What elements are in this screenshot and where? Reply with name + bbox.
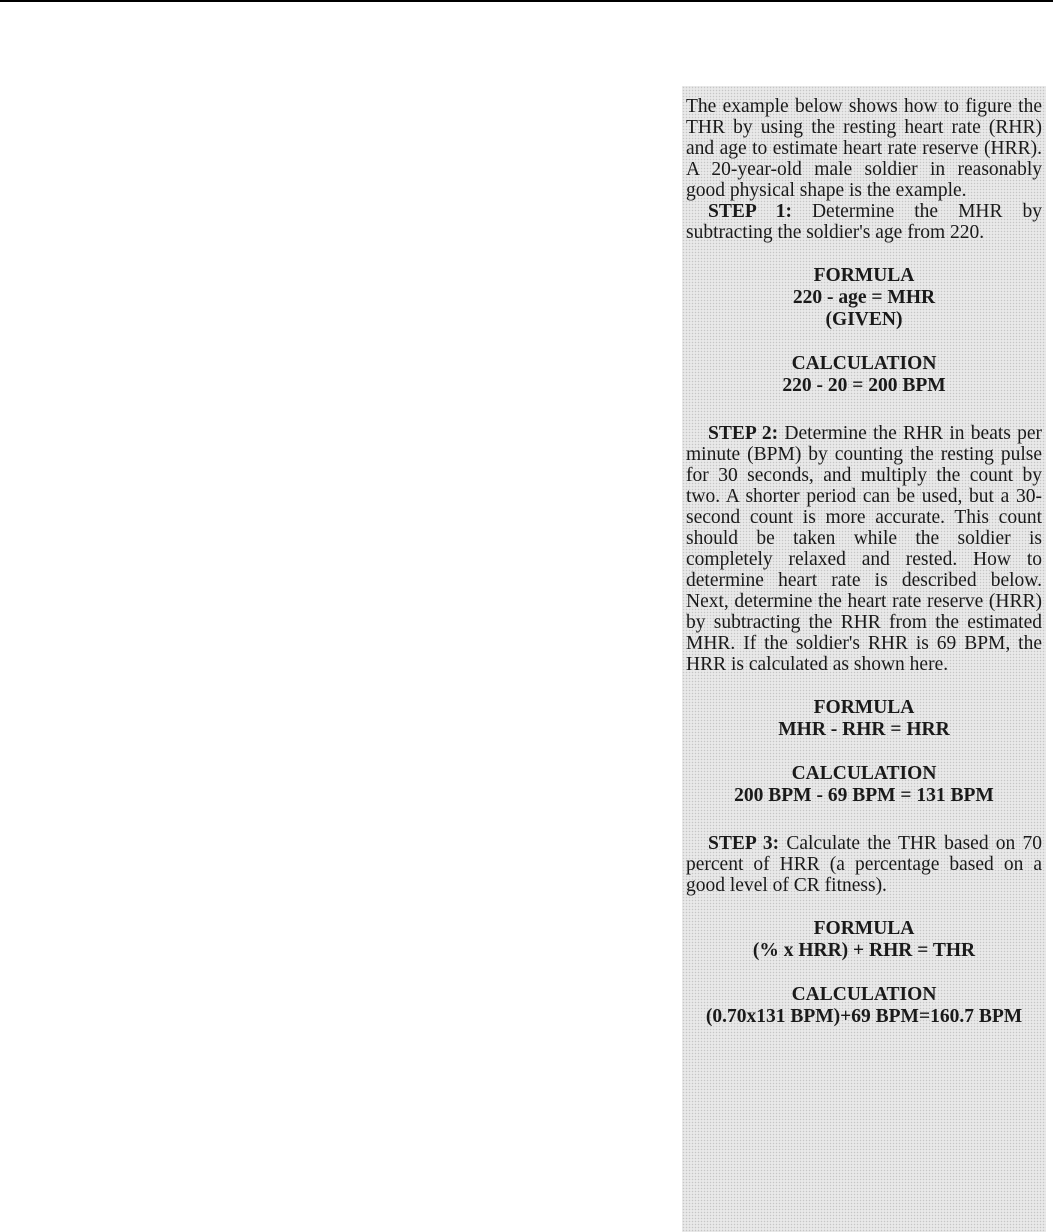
- step2-formula-heading: FORMULA: [813, 697, 915, 718]
- step1-formula: 220 - age = MHR: [792, 287, 936, 308]
- step1-text: Determine the MHR by subtracting the soldier's age from 220.: [686, 201, 1043, 243]
- step2-paragraph: [686, 423, 1042, 675]
- step3-formula: (% x HRR) + RHR = THR: [752, 940, 976, 961]
- step2-formula-block: [686, 697, 1042, 741]
- step1-label: STEP 1:: [708, 201, 792, 222]
- step2-calc: 200 BPM - 69 BPM = 131 BPM: [734, 785, 994, 806]
- step1-given: (GIVEN): [825, 309, 903, 330]
- step3-label: STEP 3:: [708, 833, 780, 854]
- step3-calc-heading: CALCULATION: [791, 984, 937, 1005]
- step3-formula-heading: FORMULA: [813, 918, 915, 939]
- step3-formula-block: [686, 918, 1042, 962]
- step1-formula-block: [686, 265, 1042, 331]
- step3-calc: (0.70x131 BPM)+69 BPM=160.7 BPM: [705, 1006, 1023, 1027]
- step2-text: Determine the RHR in beats per minute (BPM) by counting the resting pulse for 30 seconds, and multiply the count by two. A shorter period can be used, but a 30-second count is more accurate. This count should be taken while the soldier is completely relaxed and rested. How to determine heart rate is described below. Next, determine the heart rate reserve (HRR) by subtracting the RHR from the estimated MHR. If the soldier's RHR is 69 BPM, the HRR is calculated as shown here.: [686, 423, 1042, 675]
- step1-calc: 220 - 20 = 200 BPM: [782, 375, 946, 396]
- step1-formula-heading: FORMULA: [813, 265, 915, 286]
- step2-calc-heading: CALCULATION: [791, 763, 937, 784]
- step3-calc-block: [686, 984, 1042, 1028]
- intro-paragraph: The example below shows how to figure the THR by using the resting heart rate (RHR) and age to estimate heart rate reserve (HRR). A 20-year-old male soldier in reasonably good physical shape is the example.: [686, 96, 1042, 201]
- step1-calc-block: [686, 353, 1042, 397]
- step2-calc-block: [686, 763, 1042, 807]
- step2-label: STEP 2:: [708, 423, 779, 444]
- step3-text: Calculate the THR based on 70 percent of HRR (a percentage based on a good level of CR fitness).: [686, 833, 1043, 896]
- step1-calc-heading: CALCULATION: [791, 353, 937, 374]
- step2-formula: MHR - RHR = HRR: [778, 719, 950, 740]
- step3-paragraph: [686, 833, 1042, 896]
- top-rule: [0, 0, 1053, 2]
- step1-paragraph: [686, 201, 1042, 243]
- thr-example-panel: [682, 86, 1046, 1232]
